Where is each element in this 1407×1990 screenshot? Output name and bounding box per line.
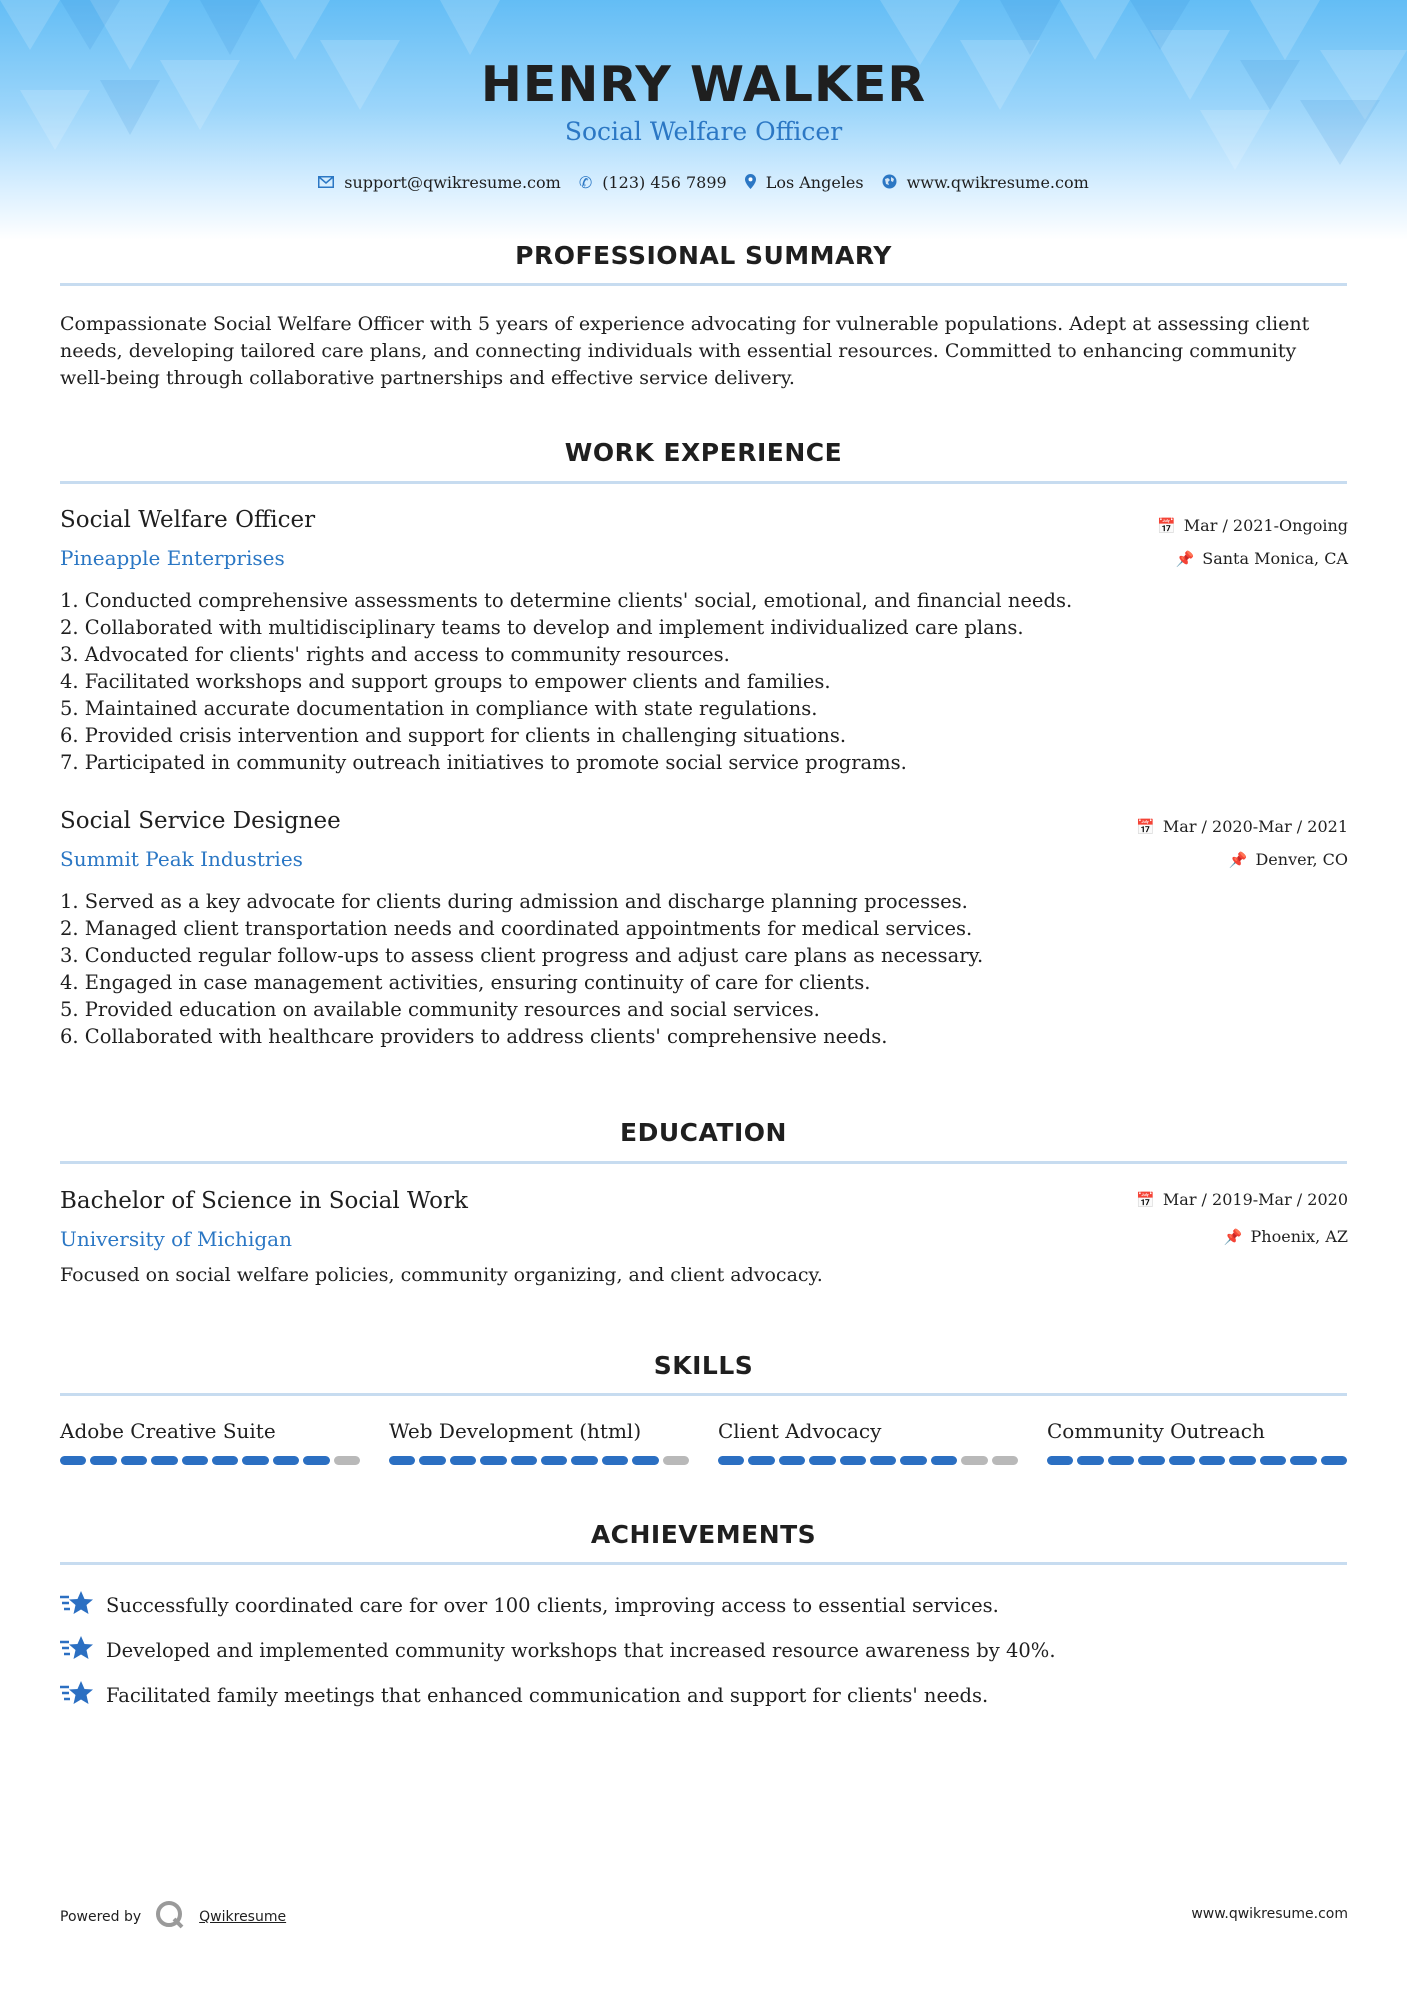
job-dates-text: Mar / 2021-Ongoing: [1183, 516, 1348, 535]
contact-location: [745, 173, 864, 192]
skills-heading: SKILLS: [653, 1351, 754, 1380]
skill-level-segment: [303, 1456, 329, 1465]
skill-level-segment: [840, 1456, 866, 1465]
job-dates: [1136, 818, 1348, 836]
skill-level-segment: [602, 1456, 628, 1465]
experience-heading: WORK EXPERIENCE: [564, 438, 843, 467]
list-item: 1. Conducted comprehensive assessments to determine clients' social, emotional, and financial needs.: [60, 589, 1073, 612]
skill-item: [718, 1420, 1018, 1465]
map-marker-icon: [745, 174, 756, 192]
candidate-name: HENRY WALKER: [480, 56, 927, 113]
skill-level-segment: [1077, 1456, 1103, 1465]
job-title: Social Welfare Officer: [60, 507, 316, 533]
summary-divider: [60, 283, 1347, 286]
achievement-text: Developed and implemented community workshops that increased resource awareness by 40%.: [106, 1639, 1056, 1662]
footer: [60, 1900, 286, 1934]
job-dates: [1157, 517, 1348, 535]
education-location: [1224, 1228, 1348, 1246]
candidate-role: Social Welfare Officer: [564, 117, 843, 146]
list-item: 1. Served as a key advocate for clients during admission and discharge planning processes.: [60, 890, 968, 913]
skill-level-segment: [273, 1456, 299, 1465]
skill-level-segment: [1290, 1456, 1316, 1465]
summary-heading: PROFESSIONAL SUMMARY: [515, 241, 892, 270]
list-item: 4. Facilitated workshops and support groups to empower clients and families.: [60, 670, 831, 693]
skill-level-segment: [931, 1456, 957, 1465]
list-item: 3. Advocated for clients' rights and access to community resources.: [60, 643, 730, 666]
education-dates: [1136, 1191, 1348, 1209]
skill-level-bar: [1047, 1456, 1347, 1465]
skill-name: Adobe Creative Suite: [60, 1419, 276, 1443]
star-icon: [60, 1634, 94, 1667]
education-description: Focused on social welfare policies, community organizing, and client advocacy.: [60, 1264, 823, 1286]
degree-title: Bachelor of Science in Social Work: [60, 1188, 468, 1214]
skill-level-segment: [182, 1456, 208, 1465]
phone-text: (123) 456 7899: [602, 173, 727, 192]
list-item: 2. Managed client transportation needs and coordinated appointments for medical services.: [60, 917, 973, 940]
star-icon: [60, 1679, 94, 1712]
skill-level-segment: [121, 1456, 147, 1465]
list-item: 5. Provided education on available community resources and social services.: [60, 998, 820, 1021]
skill-level-segment: [718, 1456, 744, 1465]
pin-icon: 📌: [1175, 549, 1195, 568]
skill-level-segment: [1199, 1456, 1225, 1465]
location-text: Los Angeles: [765, 173, 864, 192]
skill-level-segment: [748, 1456, 774, 1465]
skill-level-segment: [1047, 1456, 1073, 1465]
skill-level-segment: [389, 1456, 415, 1465]
skill-level-segment: [1321, 1456, 1347, 1465]
skill-level-segment: [90, 1456, 116, 1465]
list-item: 2. Collaborated with multidisciplinary teams to develop and implement individualized care plans.: [60, 616, 1024, 639]
skill-level-segment: [961, 1456, 987, 1465]
job-location-text: Denver, CO: [1255, 850, 1348, 869]
skill-level-segment: [1108, 1456, 1134, 1465]
education-divider: [60, 1161, 1347, 1164]
skill-level-segment: [419, 1456, 445, 1465]
skill-level-segment: [1260, 1456, 1286, 1465]
list-item: 6. Collaborated with healthcare providers to address clients' comprehensive needs.: [60, 1025, 888, 1048]
skill-level-segment: [60, 1456, 86, 1465]
achievement-item: [60, 1634, 1056, 1667]
envelope-icon: [318, 175, 334, 191]
skill-level-segment: [632, 1456, 658, 1465]
skill-level-segment: [870, 1456, 896, 1465]
list-item: 6. Provided crisis intervention and support for clients in challenging situations.: [60, 724, 847, 747]
achievement-item: [60, 1679, 988, 1712]
job-dates-text: Mar / 2020-Mar / 2021: [1162, 817, 1348, 836]
achievement-text: Successfully coordinated care for over 100 clients, improving access to essential services.: [106, 1594, 999, 1617]
contact-website[interactable]: [882, 173, 1089, 192]
company-name: Pineapple Enterprises: [60, 546, 285, 570]
calendar-icon: 📅: [1157, 516, 1176, 535]
list-item: 3. Conducted regular follow-ups to assess client progress and adjust care plans as necessary.: [60, 944, 984, 967]
summary-text: Compassionate Social Welfare Officer with 5 years of experience advocating for vulnerable populations. Adept at assessing client needs, developing tailored care plans, and connecting individuals with essential resources. Committed to enhancing community well-being through collaborative partnerships and effective service delivery.: [60, 313, 1310, 389]
skill-level-bar: [718, 1456, 1018, 1465]
skill-name: Web Development (html): [389, 1419, 642, 1443]
list-item: 7. Participated in community outreach initiatives to promote social service programs.: [60, 751, 907, 774]
skill-level-segment: [151, 1456, 177, 1465]
education-location-text: Phoenix, AZ: [1250, 1227, 1348, 1246]
skill-level-segment: [334, 1456, 360, 1465]
skills-list: [60, 1420, 1347, 1465]
skills-divider: [60, 1393, 1347, 1396]
contact-phone[interactable]: [579, 173, 727, 192]
skill-level-segment: [663, 1456, 689, 1465]
skill-level-segment: [809, 1456, 835, 1465]
skill-name: Client Advocacy: [718, 1419, 882, 1443]
powered-by-text: Powered by: [60, 1909, 142, 1925]
contact-bar: [0, 173, 1407, 192]
skill-item: [389, 1420, 689, 1465]
skill-level-segment: [779, 1456, 805, 1465]
globe-icon: [882, 174, 897, 192]
contact-email[interactable]: [318, 173, 561, 192]
website-text: www.qwikresume.com: [906, 173, 1089, 192]
skill-level-segment: [1229, 1456, 1255, 1465]
list-item: 4. Engaged in case management activities, ensuring continuity of care for clients.: [60, 971, 871, 994]
skill-level-segment: [1138, 1456, 1164, 1465]
achievement-text: Facilitated family meetings that enhanced communication and support for clients' needs.: [106, 1684, 989, 1707]
pin-icon: 📌: [1228, 850, 1248, 869]
footer-website[interactable]: www.qwikresume.com: [1191, 1906, 1348, 1922]
skill-level-segment: [571, 1456, 597, 1465]
phone-icon: ✆: [578, 172, 593, 192]
skill-level-segment: [541, 1456, 567, 1465]
skill-item: [60, 1420, 360, 1465]
education-heading: EDUCATION: [620, 1118, 787, 1147]
skill-level-segment: [900, 1456, 926, 1465]
skill-item: [1047, 1420, 1347, 1465]
achievements-divider: [60, 1562, 1347, 1565]
skill-level-segment: [1169, 1456, 1195, 1465]
job-bullets: [60, 587, 1347, 776]
skill-level-segment: [450, 1456, 476, 1465]
email-text: support@qwikresume.com: [344, 173, 561, 192]
skill-level-segment: [212, 1456, 238, 1465]
achievement-item: [60, 1589, 999, 1622]
job-title: Social Service Designee: [60, 808, 341, 834]
skill-level-segment: [480, 1456, 506, 1465]
job-bullets: [60, 888, 1347, 1050]
skill-level-bar: [60, 1456, 360, 1465]
skill-level-segment: [992, 1456, 1018, 1465]
skill-level-bar: [389, 1456, 689, 1465]
school-name: University of Michigan: [60, 1227, 292, 1251]
calendar-icon: 📅: [1136, 1190, 1155, 1209]
skill-level-segment: [242, 1456, 268, 1465]
job-location: [1229, 851, 1348, 869]
job-location: [1176, 550, 1348, 568]
job-location-text: Santa Monica, CA: [1202, 549, 1348, 568]
achievements-heading: ACHIEVEMENTS: [590, 1520, 817, 1549]
qwikresume-logo-icon: [155, 1900, 185, 1934]
education-dates-text: Mar / 2019-Mar / 2020: [1162, 1190, 1348, 1209]
company-name: Summit Peak Industries: [60, 847, 303, 871]
brand-link[interactable]: Qwikresume: [199, 1909, 287, 1925]
calendar-icon: 📅: [1136, 817, 1155, 836]
skill-level-segment: [511, 1456, 537, 1465]
star-icon: [60, 1589, 94, 1622]
list-item: 5. Maintained accurate documentation in compliance with state regulations.: [60, 697, 818, 720]
pin-icon: 📌: [1223, 1227, 1243, 1246]
experience-divider: [60, 481, 1347, 484]
skill-name: Community Outreach: [1047, 1419, 1265, 1443]
